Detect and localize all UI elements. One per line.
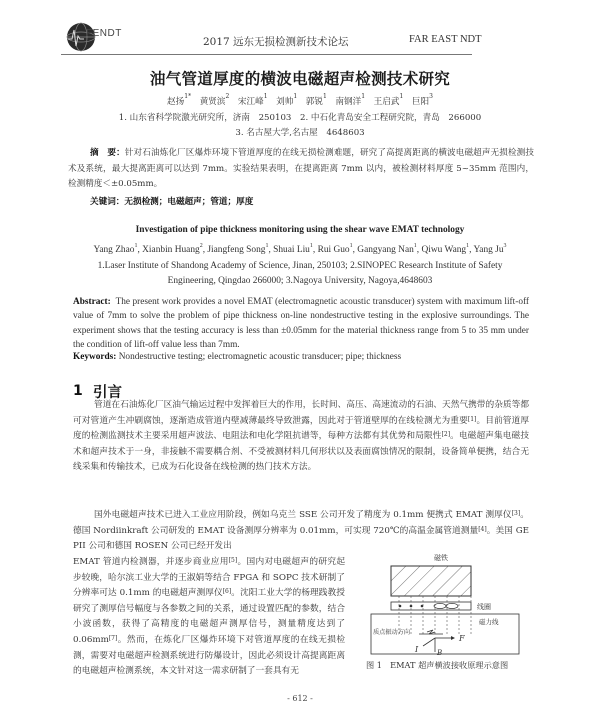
abstract-cn-label: 摘 要： [90,148,125,158]
author-name: Gangyang Nan [357,245,414,255]
abstract-en [73,295,529,352]
author-name: Jiangfeng Song [207,245,266,255]
abstract-en-text: The present work provides a novel EMAT (electromagnetic acoustic transducer) system with maximum lift-off value of 7mm to solve the problem of pipe thickness on-line nondestructive testing in the explosive surroundings. The experiment shows that the testing accuracy is less than ±0.05mm for the material thickness range from 5 to 35 mm under the condition of lift-off value less than 7mm. [73,297,529,350]
author-affiliation-mark: 1 [466,243,470,249]
author-affiliation-mark: 1 [413,243,417,249]
header-right-label: FAR EAST NDT [409,34,482,45]
keywords-cn-text: 无损检测；电磁超声；管道；厚度 [124,197,254,207]
author-name: 王启武 [373,97,400,107]
author-name: Yang Ju [473,245,504,255]
vibration-label: 质点振动方向 [373,629,411,636]
authors-cn [0,95,600,107]
intro-paragraph-2: 国外电磁超声技术已进入工业应用阶段，例如乌克兰 SSE 公司开发了精度为 0.1mm 便携式 EMAT 测厚仪[3]。德国 Nordiinkraft 公司研发的 EMAT 设备测厚分辨率为 0.01mm，可实现 720℃的高温金属管道测量[4]。美国 GE PII 公司和德国 ROSEN 公司已经开发出 [73,510,529,552]
author-affiliation-mark: 1 [265,243,269,249]
keywords-en [73,352,401,362]
author-affiliation-mark: 3 [503,243,507,249]
paper-title-cn: 油气管道厚度的横波电磁超声检测技术研究 [149,70,451,88]
author-affiliation-mark: 1 [309,243,313,249]
author-affiliation-mark: 1 [399,93,404,100]
citation-mark: [2] [441,431,451,439]
field-B-label: B [437,649,443,656]
abstract-cn [68,146,534,193]
magnet-label: 磁铁 [434,554,448,562]
keywords-en-text: Nondestructive testing; electromagnetic acoustic transducer; pipe; thickness [118,352,402,362]
author-affiliation-mark: 1 [134,243,138,249]
section-number: 1 [73,383,83,399]
author-name: Shuai Liu [273,245,310,255]
author-name: Qiwu Wang [421,245,467,255]
citation-mark: [4] [478,525,487,533]
author-affiliation-mark: 1 [323,93,327,100]
keywords-cn-label: 关键词： [90,197,125,207]
affiliations-en-line2: Engineering, Qingdao 266000; 3.Nagoya University, Nagoya,4648603 [167,276,433,286]
author-name: 郭锐 [305,97,323,107]
author-affiliation-mark: 1 [349,243,353,249]
page-number: - 612 - [287,694,313,703]
author-name: Rui Guo [317,245,350,255]
figure-caption: 图 1 EMAT 超声横波接收原理示意图 [366,660,509,670]
field-lines-label: 磁力线 [479,618,499,626]
logo-text: FENDT [86,28,122,39]
abstract-cn-text: 针对石油炼化厂区爆炸环境下管道厚度的在线无损检测难题，研究了高提离距离的横波电磁超声无损检测技术及系统，最大提离距离可以达到 7mm。实验结果表明，在提离距离 7mm 以内，被检测材料厚度 5~35mm 范围内，检测精度＜±0.05mm。 [68,148,534,189]
paper-title-en: Investigation of pipe thickness monitoring using the shear wave EMAT technology [135,225,465,235]
citation-mark: [1] [467,415,477,423]
author-affiliation-mark: 1 [263,93,268,100]
intro-paragraph-2-column: EMAT 管道内检测器，并逐步商业应用[5]。国内对电磁超声的研究起步较晚，哈尔滨工业大学的王淑娟等结合 FPGA 和 SOPC 技术研制了分辨率可达 0.1mm 的电磁超声测厚仪[6]。沈阳工业大学的杨理践教授研究了测厚信号幅度与各参数之间的关系，通过设置匹配的参数，结合小波函数，获得了高精度的电磁超声测厚信号，测量精度达到了 0.06mm[7]。然而，在炼化厂区爆炸环境下对管道厚度的在线无损检测，需要对电磁超声检测系统进行防爆设计，因此必须设计高提离距离的电磁超声检测系统，本文针对这一需求研制了一套具有无 [73,557,346,677]
author-affiliation-mark: 1 [293,93,298,100]
force-F-label: F [459,634,465,643]
author-name: Yang Zhao [93,245,135,255]
header-rule [61,54,472,55]
intro-paragraph-1: 管道在石油炼化厂区油气输运过程中发挥着巨大的作用，长时间、高压、高速流动的石油、天然气携带的杂质等都可对管道产生冲刷腐蚀，逐渐造成管道内壁减薄最终导致泄露，因此对于管道壁厚的在线检测尤为重要[1]。目前管道厚度的检测监测技术主要采用超声波法、电阻法和电化学阻抗谱等，每种方法都有其优势和局限性[2]。电磁超声集电磁技术和超声技术于一身，非接触不需要耦合剂、不受被测材料几何形状以及表面腐蚀情况的限制，设备简单便携，结合无线采集和传输技术，已成为石化设备在线检测的热门技术方法。 [73,400,530,473]
author-affiliation-mark: 2 [225,93,230,100]
abstract-en-label: Abstract: [73,297,111,307]
keywords-cn [90,195,253,207]
affiliations-cn-line2: 3. 名古屋大学,名古屋 4648603 [235,128,365,138]
current-I-label: I [415,645,419,654]
author-name: 南钢洋 [335,97,362,107]
section-title: 引言 [93,385,122,401]
magnet-block [391,566,471,596]
author-name: 巨阳 [411,97,430,107]
affiliations-en-line1: 1.Laser Institute of Shandong Academy of Science, Jinan, 250103; 2.SINOPEC Research Institute of Safety [97,261,503,271]
author-name: 黄贤滨 [199,97,226,107]
author-name: 宋江峰 [237,97,264,107]
citation-mark: [7] [108,634,118,642]
authors-en: Yang Zhao$^1$, Xianbin Huang$^2$, Jiangfeng Song$^1$, Shuai Liu$^1$, Rui Guo$^1$, Gangyang Nan$^1$, Qiwu Wang$^1$, Yang Ju$^3$ [93,243,507,255]
author-name: Xianbin Huang [142,245,200,255]
affiliations-cn-line1: 1. 山东省科学院激光研究所，济南 250103 2. 中石化青岛安全工程研究院，青岛 266000 [118,113,482,123]
figure-emat-diagram [367,548,527,656]
author-affiliation-mark: 1* [184,93,192,100]
conference-name: 2017 远东无损检测新技术论坛 [203,36,349,48]
citation-mark: [6] [222,588,232,596]
coil-label: 线圈 [477,603,491,611]
citation-mark: [5] [228,557,238,564]
author-name: 刘帅 [276,97,294,107]
author-affiliation-mark: 2 [199,243,203,249]
author-name: 赵扬 [167,97,185,107]
keywords-en-label: Keywords: [73,352,117,362]
citation-mark: [3] [511,510,521,517]
author-affiliation-mark: 1 [361,93,366,100]
author-affiliation-mark: 3 [429,93,433,100]
